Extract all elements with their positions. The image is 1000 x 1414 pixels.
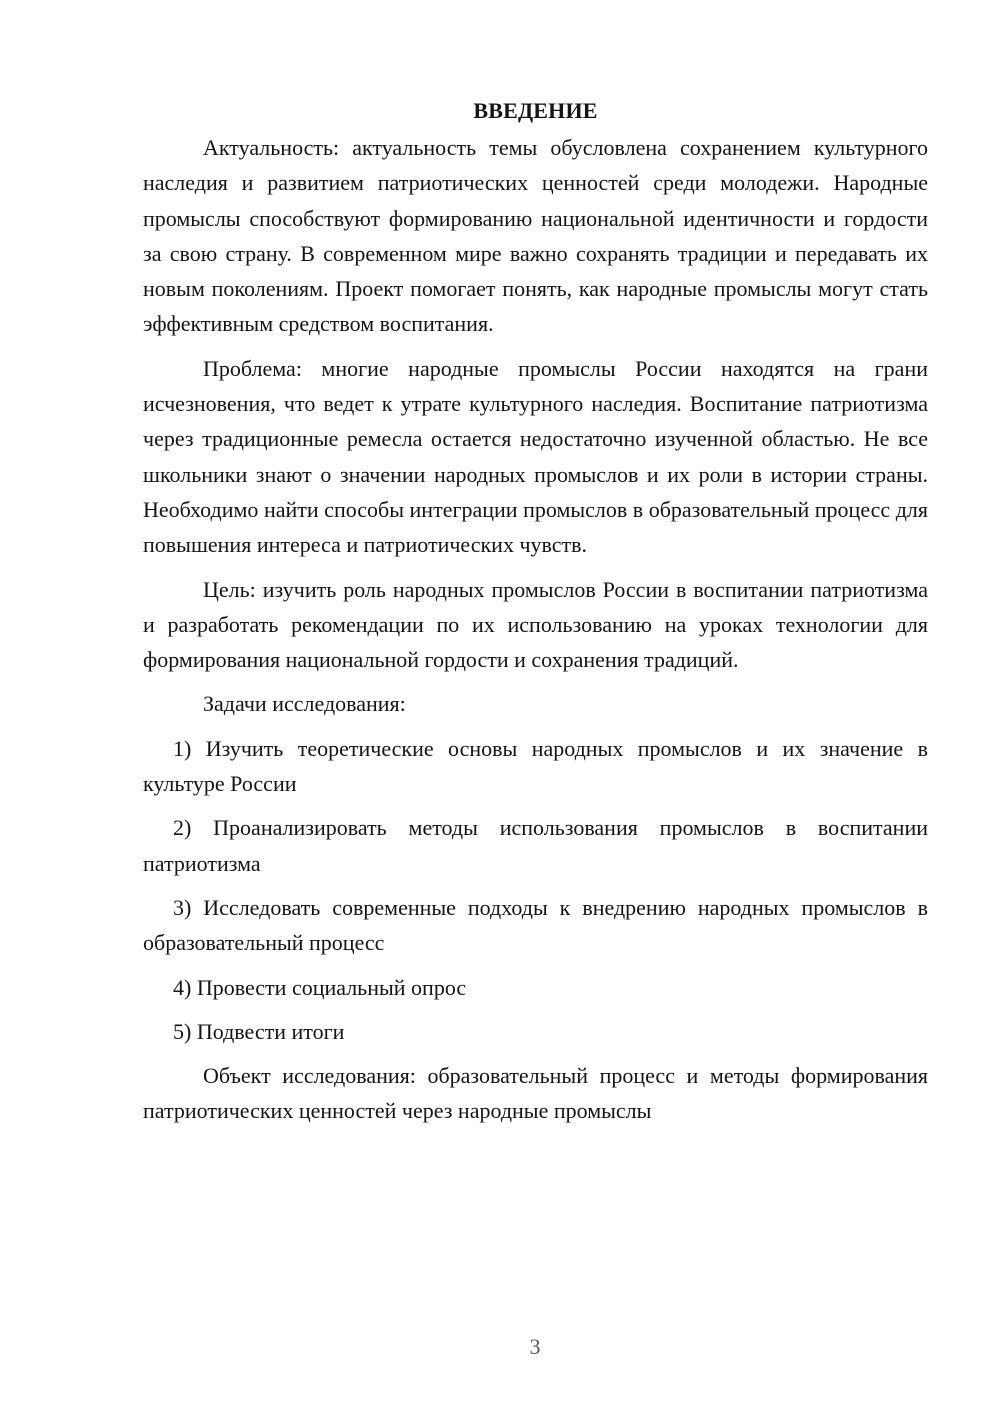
tasks-heading: Задачи исследования: xyxy=(203,691,406,717)
task-item-3: 3) Исследовать современные подходы к внедрению народных промыслов в образовательный процесс xyxy=(143,894,928,956)
relevance-paragraph: Актуальность: актуальность темы обусловлена сохранением культурного наследия и развитием патриотических ценностей среди молодежи. Народные промыслы способствуют формированию национальной идентичности и гордости за свою страну. В современном мире важно сохранять традиции и передавать их новым поколениям. Проект помогает понять, как народные промыслы могут стать эффективным средством воспитания. xyxy=(143,135,928,337)
task-item-2: 2) Проанализировать методы использования промыслов в воспитании патриотизма xyxy=(143,815,928,876)
goal-paragraph: Цель: изучить роль народных промыслов России в воспитании патриотизма и разработать рекомендации по их использованию на уроках технологии для формирования национальной гордости и сохранения традиций. xyxy=(143,576,928,673)
task-item-1: 1) Изучить теоретические основы народных промыслов и их значение в культуре России xyxy=(143,735,928,797)
object-paragraph: Объект исследования: образовательный процесс и методы формирования патриотических ценностей через народные промыслы xyxy=(143,1063,928,1124)
page-number: 3 xyxy=(529,1334,541,1359)
document-page xyxy=(143,96,928,1138)
page-title: ВВЕДЕНИЕ xyxy=(473,98,598,123)
task-item-4: 4) Провести социальный опрос xyxy=(173,974,467,1000)
problem-paragraph: Проблема: многие народные промыслы России находятся на грани исчезновения, что ведет к утрате культурного наследия. Воспитание патриотизма через традиционные ремесла остается недостаточно изученной областью. Не все школьники знают о значении народных промыслов и их роли в истории страны. Необходимо найти способы интеграции промыслов в образовательный процесс для повышения интереса и патриотических чувств. xyxy=(143,355,928,558)
task-item-5: 5) Подвести итоги xyxy=(173,1018,345,1044)
